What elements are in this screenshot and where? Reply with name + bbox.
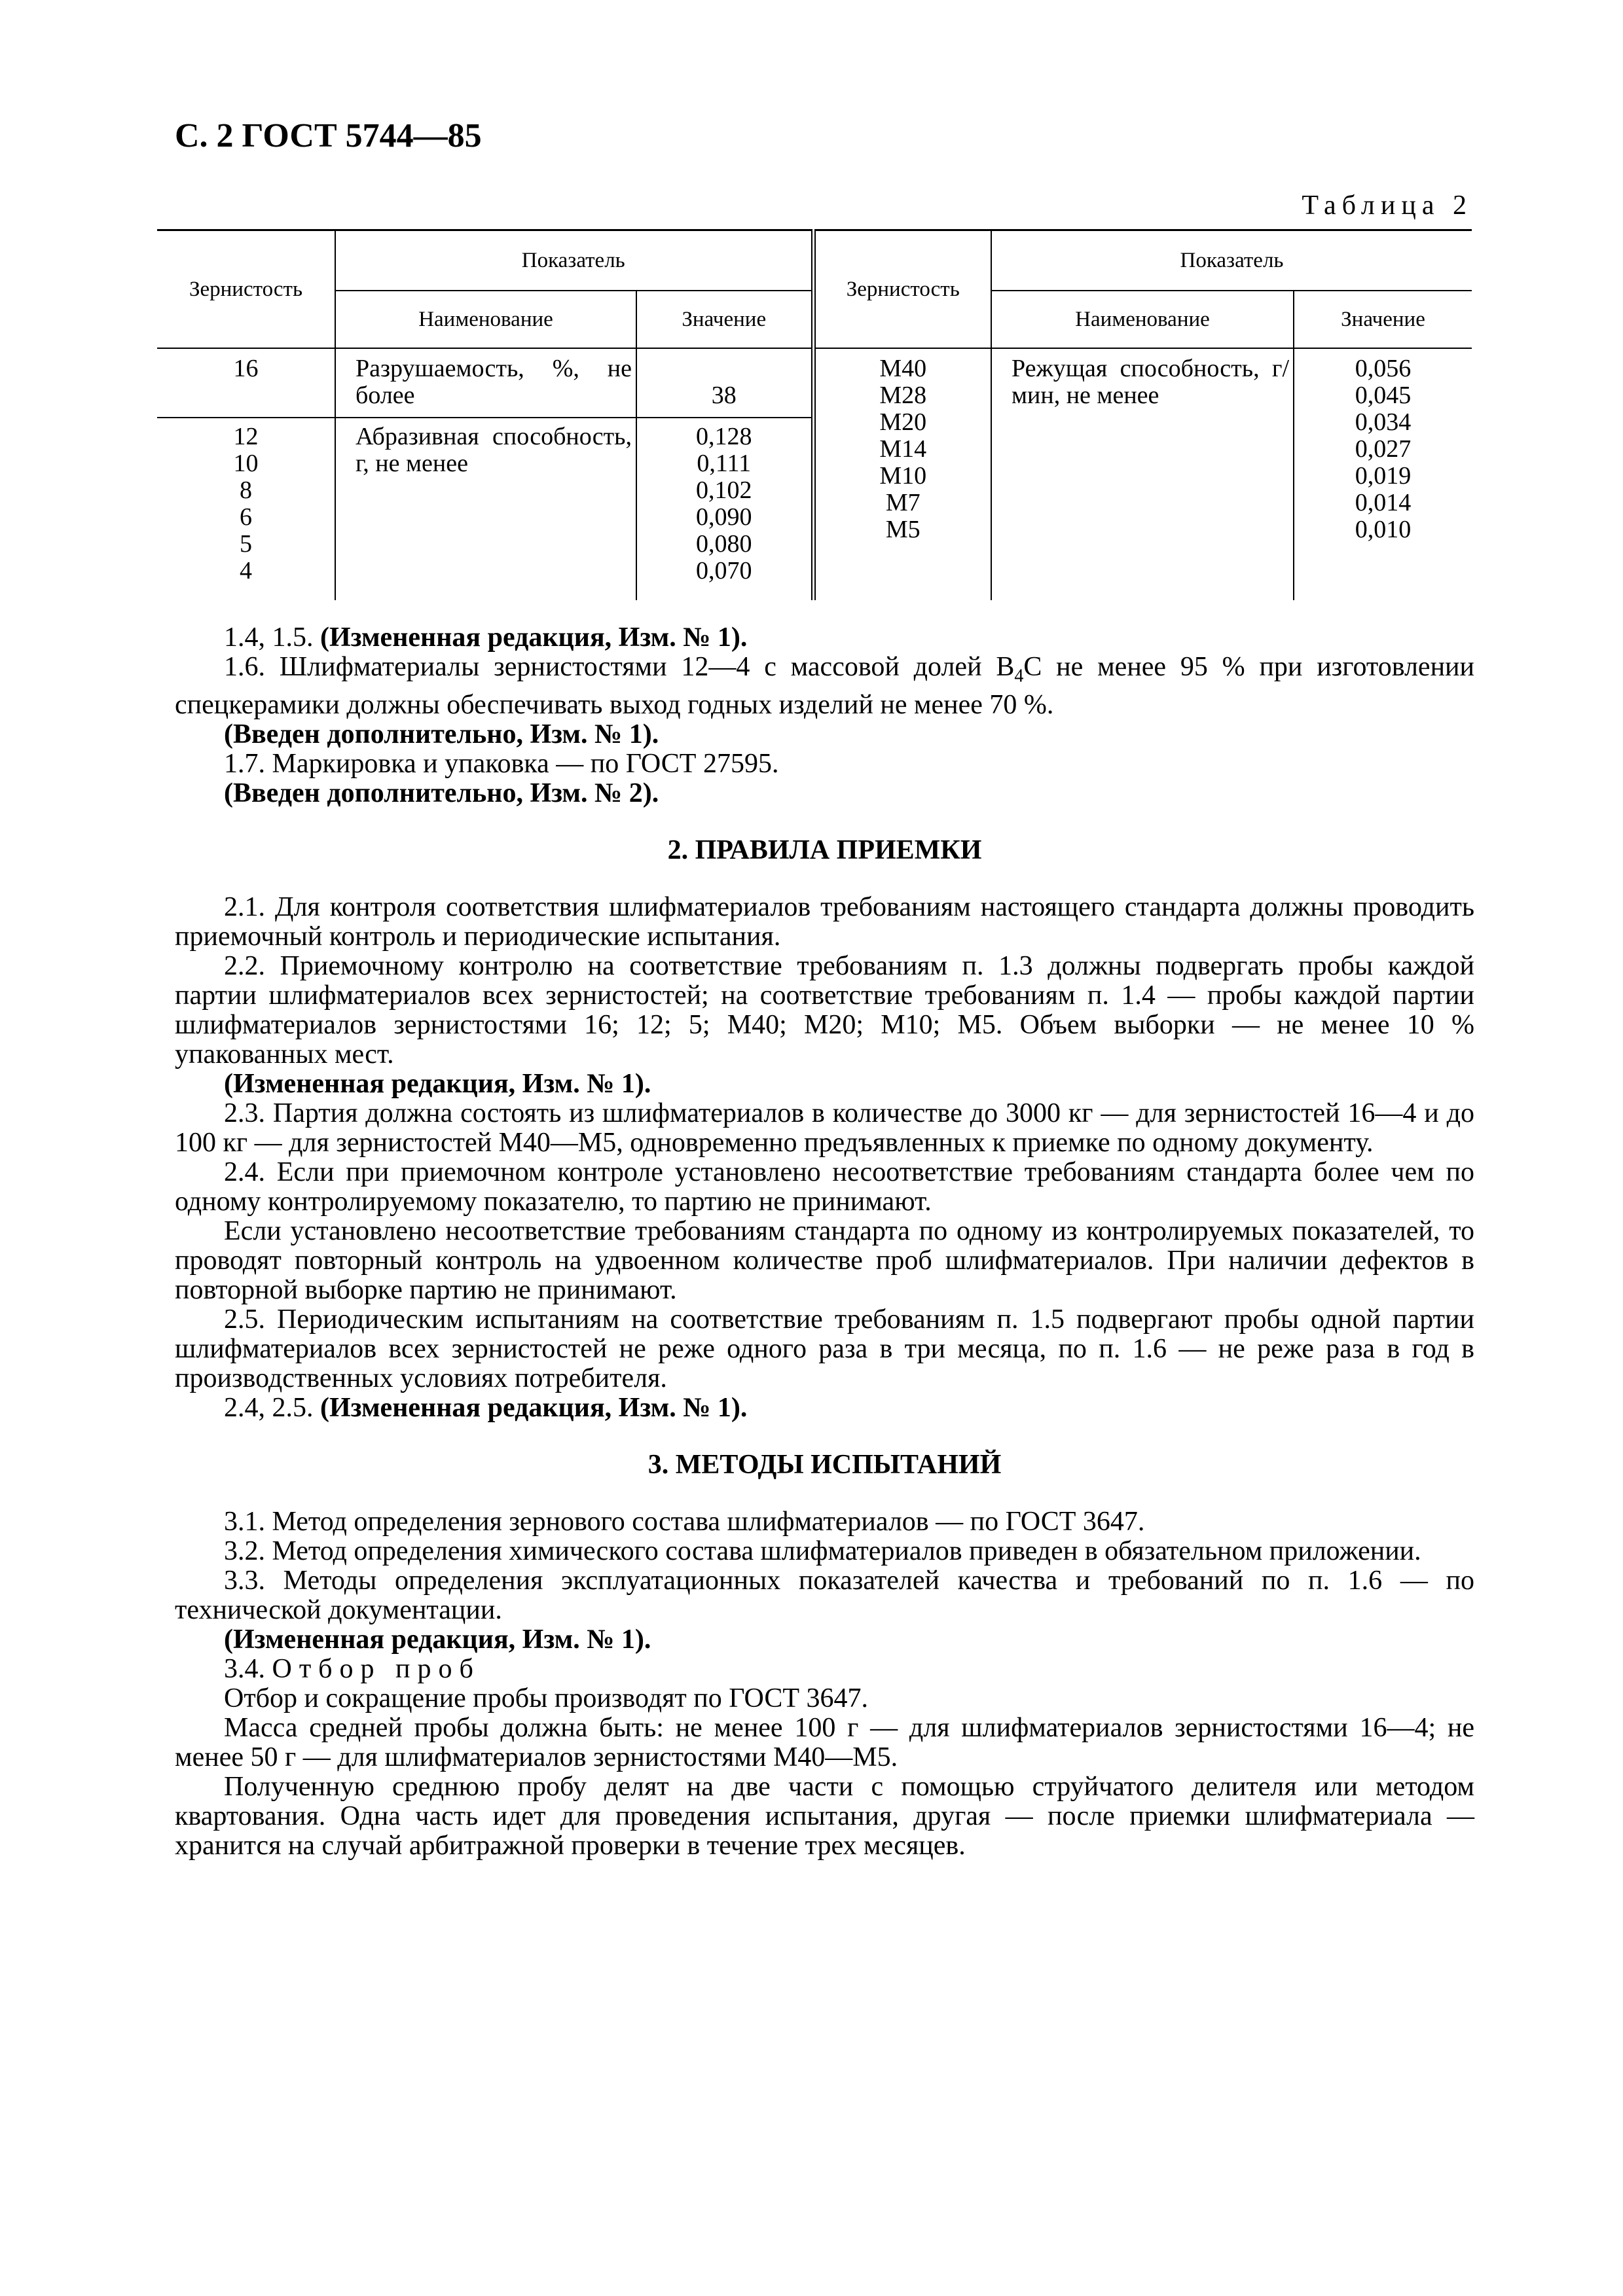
values-abrasive [636, 418, 813, 600]
value-cell: 0,034 [1355, 408, 1412, 436]
grain-cell: 8 [240, 476, 252, 504]
paragraph [175, 653, 1474, 720]
paragraph: 2.4. Если при приемочном контроле установлено несоответствие требованиям стандарта более чем по одному контролируемому показателю, то партию не принимают. [175, 1157, 1474, 1217]
grain-cell: 6 [240, 503, 252, 531]
grain-cell: М14 [879, 435, 927, 463]
value-cell: 0,102 [696, 476, 752, 504]
paragraph [175, 1393, 1474, 1423]
header-value-left: Значение [636, 291, 813, 348]
value-cell: 0,014 [1355, 489, 1412, 516]
table-2 [157, 229, 1472, 600]
paragraph: Если установлено несоответствие требованиям стандарта по одному из контролируемых показателей, то проводят повторный контроль на удвоенном количестве проб шлифматериалов. При наличии дефектов в повторной выборке партию не принимают. [175, 1216, 1474, 1306]
values-right [1294, 348, 1472, 600]
header-grain-right: Зернистость [813, 230, 991, 349]
paragraph: Полученную среднюю пробу делят на две части с помощью струйчатого делителя или методом квартования. Одна часть идет для проведения испытания, другая — после приемки шлифматериала — хранится на случай арбитражной проверки в течение трех месяцев. [175, 1772, 1474, 1861]
paragraph [175, 623, 1474, 653]
text: 2.4, 2.5. [224, 1393, 320, 1424]
text: 3.4. [224, 1654, 272, 1685]
grain-cell: М28 [879, 382, 927, 409]
header-value-right: Значение [1294, 291, 1472, 348]
value-cell: 0,128 [696, 423, 752, 450]
amendment-note: (Измененная редакция, Изм. № 1). [320, 1393, 748, 1424]
page-header: С. 2 ГОСТ 5744—85 [175, 117, 482, 154]
grain-cell: 5 [240, 530, 252, 558]
grains-right [813, 348, 991, 600]
value-friability [636, 348, 813, 418]
paragraph: 2.1. Для контроля соответствия шлифматериалов требованиям настоящего стандарта должны проводить приемочный контроль и периодические испытания. [175, 892, 1474, 952]
value-cell: 0,045 [1355, 382, 1412, 409]
text: 1.4, 1.5. [224, 622, 320, 653]
paragraph: 3.3. Методы определения эксплуатационных показателей качества и требований по п. 1.6 — по технической документации. [175, 1566, 1474, 1626]
value-cell: 0,010 [1355, 516, 1412, 543]
text: C не менее 95 % при изготовлении спецкерамики должны обеспечивать выход годных изделий не менее 70 %. [175, 652, 1474, 721]
amendment-note: (Измененная редакция, Изм. № 1). [224, 1069, 651, 1100]
indicator-cutting: Режущая способность, г/мин, не менее [991, 348, 1294, 600]
grain-16: 16 [157, 348, 335, 418]
amendment-note: (Введен дополнительно, Изм. № 2). [224, 778, 659, 809]
header-grain-left: Зернистость [157, 230, 335, 349]
header-indicator-left: Показатель [335, 230, 813, 291]
document-body [175, 623, 1474, 1861]
value-cell: 0,070 [696, 557, 752, 584]
grain-cell: М5 [885, 516, 921, 543]
grain-cell: М10 [879, 462, 927, 490]
value-cell: 0,111 [697, 450, 752, 477]
amendment-note: (Измененная редакция, Изм. № 1). [320, 622, 748, 653]
text: 1.6. Шлифматериалы зернистостями 12—4 с массовой долей B [224, 652, 1015, 682]
header-name-right: Наименование [991, 291, 1294, 348]
grain-cell: 10 [233, 450, 259, 477]
paragraph: 2.2. Приемочному контролю на соответствие требованиям п. 1.3 должны подвергать пробы каждой партии шлифматериалов всех зернистостей; на соответствие требованиям п. 1.4 — пробы каждой партии шлифматериалов зернистостями 16; 12; 5; М40; М20; М10; М5. Объем выборки — не менее 10 % упакованных мест. [175, 951, 1474, 1070]
section-title-3: 3. МЕТОДЫ ИСПЫТАНИЙ [647, 1450, 1002, 1480]
paragraph: 2.3. Партия должна состоять из шлифматериалов в количестве до 3000 кг — для зернистостей 16—4 и до 100 кг — для зернистостей М40—М5, одновременно предъявленных к приемке по одному документу. [175, 1098, 1474, 1158]
indicator-abrasive: Абразивная способность, г, не менее [335, 418, 636, 600]
paragraph: Масса средней пробы должна быть: не менее 100 г — для шлифматериалов зернистостями 16—4; не менее 50 г — для шлифматериалов зернистостями М40—М5. [175, 1713, 1474, 1773]
paragraph: 3.2. Метод определения химического состава шлифматериалов приведен в обязательном приложении. [224, 1536, 1421, 1567]
grain-cell: М7 [885, 489, 921, 516]
grain-cell: 12 [233, 423, 259, 450]
value-cell [637, 355, 811, 382]
grain-cell: 4 [240, 557, 252, 584]
section-title-2: 2. ПРАВИЛА ПРИЕМКИ [667, 835, 982, 866]
paragraph: 2.5. Периодическим испытаниям на соответствие требованиям п. 1.5 подвергают пробы одной партии шлифматериалов всех зернистостей не реже одного раза в три месяца, по п. 1.6 — не реже раза в год в производственных условиях потребителя. [175, 1304, 1474, 1394]
value-cell: 0,056 [1355, 355, 1412, 382]
value-cell: 0,019 [1355, 462, 1412, 490]
indicator-friability: Разрушаемость, %, не более [335, 348, 636, 418]
amendment-note: (Измененная редакция, Изм. № 1). [224, 1624, 651, 1655]
value-cell: 38 [711, 382, 737, 409]
paragraph: 3.1. Метод определения зернового состава шлифматериалов — по ГОСТ 3647. [224, 1507, 1145, 1537]
grains-left [157, 418, 335, 600]
value-cell: 0,080 [696, 530, 752, 558]
subsection-title: Отбор проб [272, 1654, 481, 1685]
paragraph [175, 1655, 1474, 1684]
grain-cell: М20 [879, 408, 927, 436]
paragraph: Отбор и сокращение пробы производят по ГОСТ 3647. [224, 1683, 869, 1714]
subscript: 4 [1014, 666, 1024, 687]
value-cell: 0,090 [696, 503, 752, 531]
header-name-left: Наименование [335, 291, 636, 348]
header-indicator-right: Показатель [991, 230, 1472, 291]
amendment-note: (Введен дополнительно, Изм. № 1). [224, 719, 659, 750]
table-label: Таблица 2 [1302, 190, 1472, 221]
grain-cell: М40 [879, 355, 927, 382]
value-cell: 0,027 [1355, 435, 1412, 463]
paragraph: 1.7. Маркировка и упаковка — по ГОСТ 27595. [224, 749, 779, 780]
